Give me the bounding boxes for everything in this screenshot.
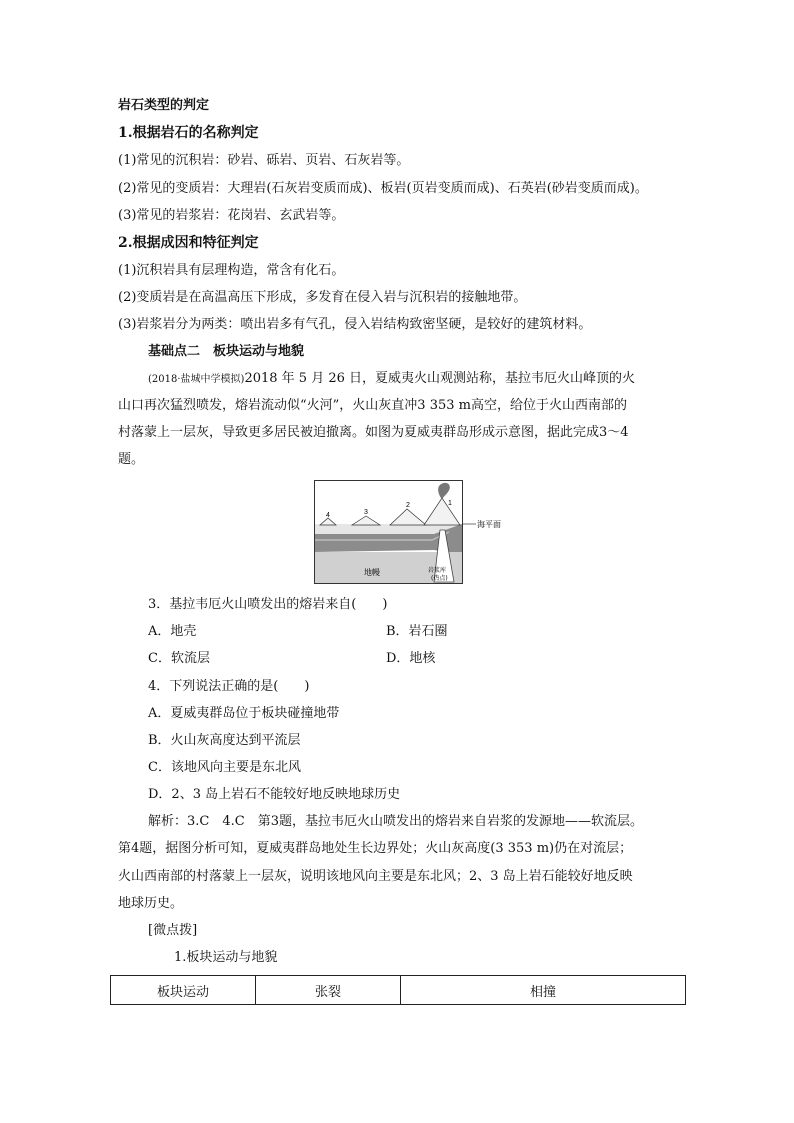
hawaii-formation-diagram xyxy=(314,480,514,584)
passage-line-1 xyxy=(148,370,728,389)
answer-line-2: 第4题，据图分析可知，夏威夷群岛地处生长边界处；火山灰高度(3 353 m)仍在对流层； xyxy=(118,841,633,856)
landform-table xyxy=(110,975,686,1005)
h2-item-1: (1)沉积岩具有层理构造，常含有化石。 xyxy=(118,263,345,278)
label-2: 2 xyxy=(406,502,410,509)
table-header-divergence: 张裂 xyxy=(256,976,401,1005)
h2-item-3: (3)岩浆岩分为两类：喷出岩多有气孔，侵入岩结构致密坚硬，是较好的建筑材料。 xyxy=(118,317,592,332)
answer-line-4: 地球历史。 xyxy=(118,896,184,911)
q3-option-d[interactable]: D．地核 xyxy=(386,651,436,666)
section-title: 岩石类型的判定 xyxy=(118,98,210,113)
h1-item-1: (1)常见的沉积岩：砂岩、砾岩、页岩、石灰岩等。 xyxy=(118,153,410,168)
q4-option-b[interactable]: B．火山灰高度达到平流层 xyxy=(148,733,301,748)
heading-2: 2.根据成因和特征判定 xyxy=(118,235,259,251)
passage-line-3: 村落蒙上一层灰，导致更多居民被迫撤离。如图为夏威夷群岛形成示意图，据此完成3～4 xyxy=(118,425,629,440)
q4-option-c[interactable]: C．该地风向主要是东北风 xyxy=(148,760,301,775)
passage-source: (2018·盐城中学模拟) xyxy=(148,374,245,385)
answer-line-1: 解析：3.C 4.C 第3题，基拉韦厄火山喷发出的熔岩来自岩浆的发源地——软流层。 xyxy=(148,814,643,829)
h2-item-2: (2)变质岩是在高温高压下形成，多发育在侵入岩与沉积岩的接触地带。 xyxy=(118,290,527,305)
passage-line-2: 山口再次猛烈喷发，熔岩流动似“火河”，火山灰直冲3 353 m高空，给位于火山西南部的 xyxy=(118,398,627,413)
tip-subheading: 1.板块运动与地貌 xyxy=(174,950,278,965)
answer-line-3: 火山西南部的村落蒙上一层灰，说明该地风向主要是东北风；2、3 岛上岩石能较好地反映 xyxy=(118,869,633,884)
table-header-plate-motion: 板块运动 xyxy=(111,976,256,1005)
table-header-collision: 相撞 xyxy=(401,976,686,1005)
passage-text-1: 2018 年 5 月 26 日，夏威夷火山观测站称，基拉韦厄火山峰顶的火 xyxy=(244,371,635,386)
q3-option-a[interactable]: A．地壳 xyxy=(148,624,197,639)
basic-point-heading: 基础点二 板块运动与地貌 xyxy=(148,344,305,359)
passage-line-4: 题。 xyxy=(118,452,145,467)
mantle-label: 地幔 xyxy=(364,568,380,577)
q4-stem: 4．下列说法正确的是( ) xyxy=(148,679,310,694)
label-1: 1 xyxy=(448,500,452,507)
heading-1: 1.根据岩石的名称判定 xyxy=(118,125,259,141)
tip-label: [微点拨] xyxy=(148,923,198,938)
table-header-row xyxy=(111,976,686,1005)
hotspot-label: (热点) xyxy=(431,575,448,582)
h1-item-3: (3)常见的岩浆岩：花岗岩、玄武岩等。 xyxy=(118,208,345,223)
q4-option-d[interactable]: D．2、3 岛上岩石不能较好地反映地球历史 xyxy=(148,787,401,802)
q3-option-c[interactable]: C．软流层 xyxy=(148,651,210,666)
h1-item-2: (2)常见的变质岩：大理岩(石灰岩变质而成)、板岩(页岩变质而成)、石英岩(砂岩变质而成)。 xyxy=(118,181,648,196)
q3-option-b[interactable]: B．岩石圈 xyxy=(386,624,448,639)
q3-stem: 3．基拉韦厄火山喷发出的熔岩来自( ) xyxy=(148,597,388,612)
q4-option-a[interactable]: A．夏威夷群岛位于板块碰撞地带 xyxy=(148,706,340,721)
magma-source-label: 岩浆库 xyxy=(428,567,447,574)
label-4: 4 xyxy=(326,512,330,519)
label-3: 3 xyxy=(364,509,368,516)
sea-level-label: 海平面 xyxy=(477,520,501,529)
